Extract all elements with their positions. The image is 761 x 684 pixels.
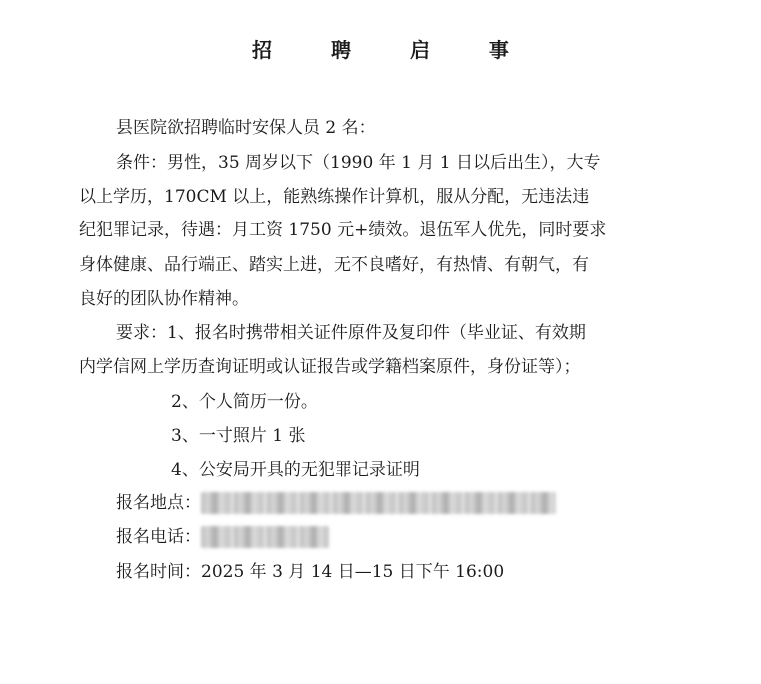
phone-label: 报名电话：: [116, 527, 201, 547]
intro-text: 县医院欲招聘临时安保人员 2 名：: [116, 118, 376, 138]
location-row: [116, 492, 556, 514]
conditions-line-4: 身体健康、品行端正、踏实上进，无不良嗜好，有热情、有朝气，有: [79, 255, 589, 275]
requirements-line-1: 要求：1、报名时携带相关证件原件及复印件（毕业证、有效期: [116, 323, 586, 343]
requirements-item-4: 4、公安局开具的无犯罪记录证明: [171, 460, 420, 480]
conditions-line-2: 以上学历，170CM 以上，能熟练操作计算机，服从分配，无违法违: [79, 187, 590, 207]
time-label: 报名时间：: [116, 562, 201, 582]
location-label: 报名地点：: [116, 493, 201, 513]
conditions-line-5: 良好的团队协作精神。: [79, 289, 249, 309]
location-redacted: [201, 492, 556, 514]
requirements-item-2: 2、个人简历一份。: [171, 392, 318, 412]
time-row: [116, 561, 504, 583]
requirements-line-2: 内学信网上学历查询证明或认证报告或学籍档案原件，身份证等）；: [79, 357, 581, 377]
time-value: 2025 年 3 月 14 日—15 日下午 16:00: [201, 562, 505, 582]
phone-redacted: [201, 526, 329, 548]
conditions-line-3: 纪犯罪记录，待遇：月工资 1750 元+绩效。退伍军人优先，同时要求: [79, 220, 607, 240]
notice-title: 招 聘 启 事: [252, 38, 535, 62]
requirements-item-3: 3、一寸照片 1 张: [171, 426, 306, 446]
conditions-line-1: 条件：男性，35 周岁以下（1990 年 1 月 1 日以后出生），大专: [116, 153, 601, 173]
phone-row: [116, 526, 329, 548]
